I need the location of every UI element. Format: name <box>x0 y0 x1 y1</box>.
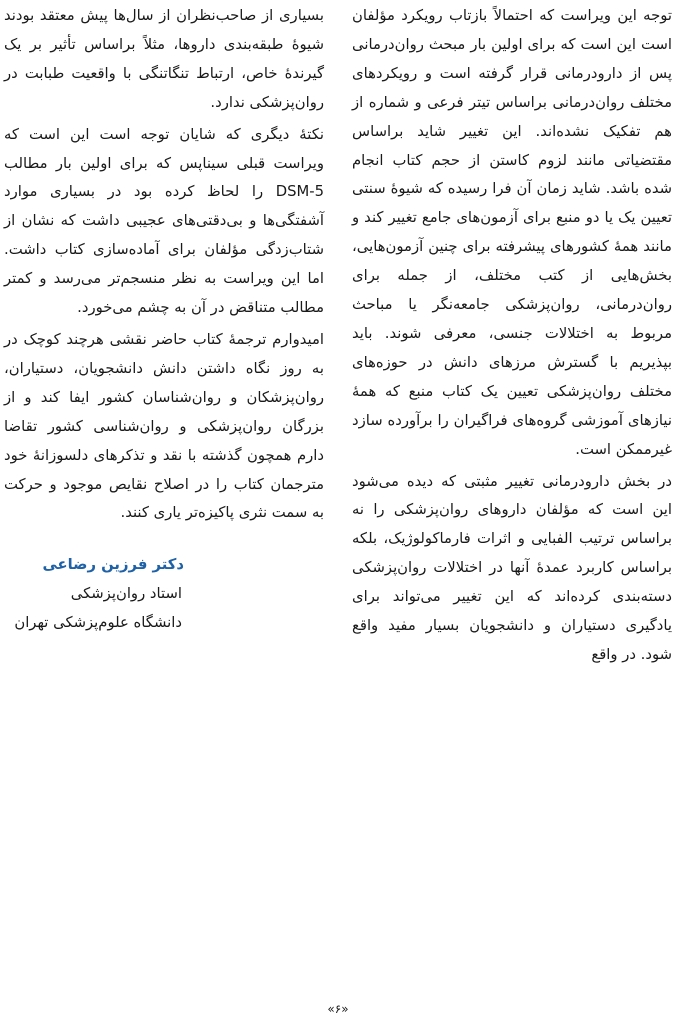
signature-title: استاد روان‌پزشکی <box>70 585 182 603</box>
paragraph-closing-hope: امیدوارم ترجمهٔ کتاب حاضر نقشی هرچند کوچک در به روز نگاه داشتن دانش دانشجویان، دستیاران، روان‌پزشکان و روان‌شناسان کشور ایفا کند و از بزرگان روان‌پزشکی و روان‌شناسی کشور تقاضا دارم همچون گذشته با نقد و تذکرهای دلسوزانهٔ خود مترجمان کتاب را در اصلاح نقایص موجود و حرکت به سمت نثری پاکیزه‌تر یاری کنند. <box>4 330 324 522</box>
signature-block <box>4 550 324 637</box>
paragraph-drug-classification: بسیاری از صاحب‌نظران از سال‌ها پیش معتقد بودند شیوهٔ طبقه‌بندی داروها، مثلاً براساس تأثیر بر یک گیرندهٔ خاص، ارتباط تنگاتنگی با واقعیت طبابت در روان‌پزشکی ندارد. <box>4 7 324 111</box>
paragraph-pharmacotherapy-change: در بخش دارودرمانی تغییر مثبتی که دیده می‌شود این است که مؤلفان داروهای روان‌پزشکی را نه براساس ترتیب الفبایی و اثرات فارماکولوژیک، بلکه براساس کاربرد عمدهٔ آنها در اختلالات روان‌پزشکی دسته‌بندی کرده‌اند که این تغییر می‌تواند برای یادگیری دستیاران و دانشجویان بسیار مفید واقع شود. در واقع <box>352 472 672 663</box>
paragraph-previous-edition: نکتهٔ دیگری که شایان توجه است این است که ویراست قبلی سیناپس که برای اولین بار مطالب DSM-5 را لحاظ کرده بود در بسیاری موارد آشفتگی‌ها و بی‌دقتی‌های عجیبی داشت که نشان از شتاب‌زدگی مؤلفان برای آماده‌سازی کتاب داشت. اما این ویراست به نظر منسجم‌تر می‌رسد و کمتر مطالب متناقض در آن به چشم می‌خورد. <box>4 125 324 317</box>
left-column <box>4 2 324 637</box>
signature-name: دکتر فرزین رضاعی <box>42 556 184 574</box>
paragraph-psychotherapy-order: توجه این ویراست که احتمالاً بازتاب رویکرد مؤلفان است این است که برای اولین بار مبحث روان‌درمانی پس از دارودرمانی قرار گرفته است و رویکردهای مختلف روان‌درمانی براساس تیتر فرعی و شماره از هم تفکیک نشده‌اند. این تغییر شاید براساس مقتضیاتی مانند لزوم کاستن از حجم کتاب انجام شده باشد. شاید زمان آن فرا رسیده که شیوهٔ سنتی تعیین یک یا دو منبع برای آزمون‌های جامع تغییر کند و مانند همهٔ کشورهای پیشرفته برای چنین آزمون‌هایی، بخش‌هایی از کتب مختلف، از جمله برای روان‌درمانی، روان‌پزشکی جامعه‌نگر یا مباحث مربوط به اختلالات جنسی، معرفی شوند. باید بپذیریم با گسترش مرزهای دانش در حوزه‌های مختلف روان‌پزشکی تعیین یک کتاب منبع که همهٔ نیازهای آموزشی گروه‌های فراگیران را برآورده سازد غیرممکن است. <box>352 7 672 458</box>
page-number: «۶» <box>327 1002 349 1016</box>
right-column <box>352 2 672 670</box>
signature-university: دانشگاه علوم‌پزشکی تهران <box>14 614 182 632</box>
